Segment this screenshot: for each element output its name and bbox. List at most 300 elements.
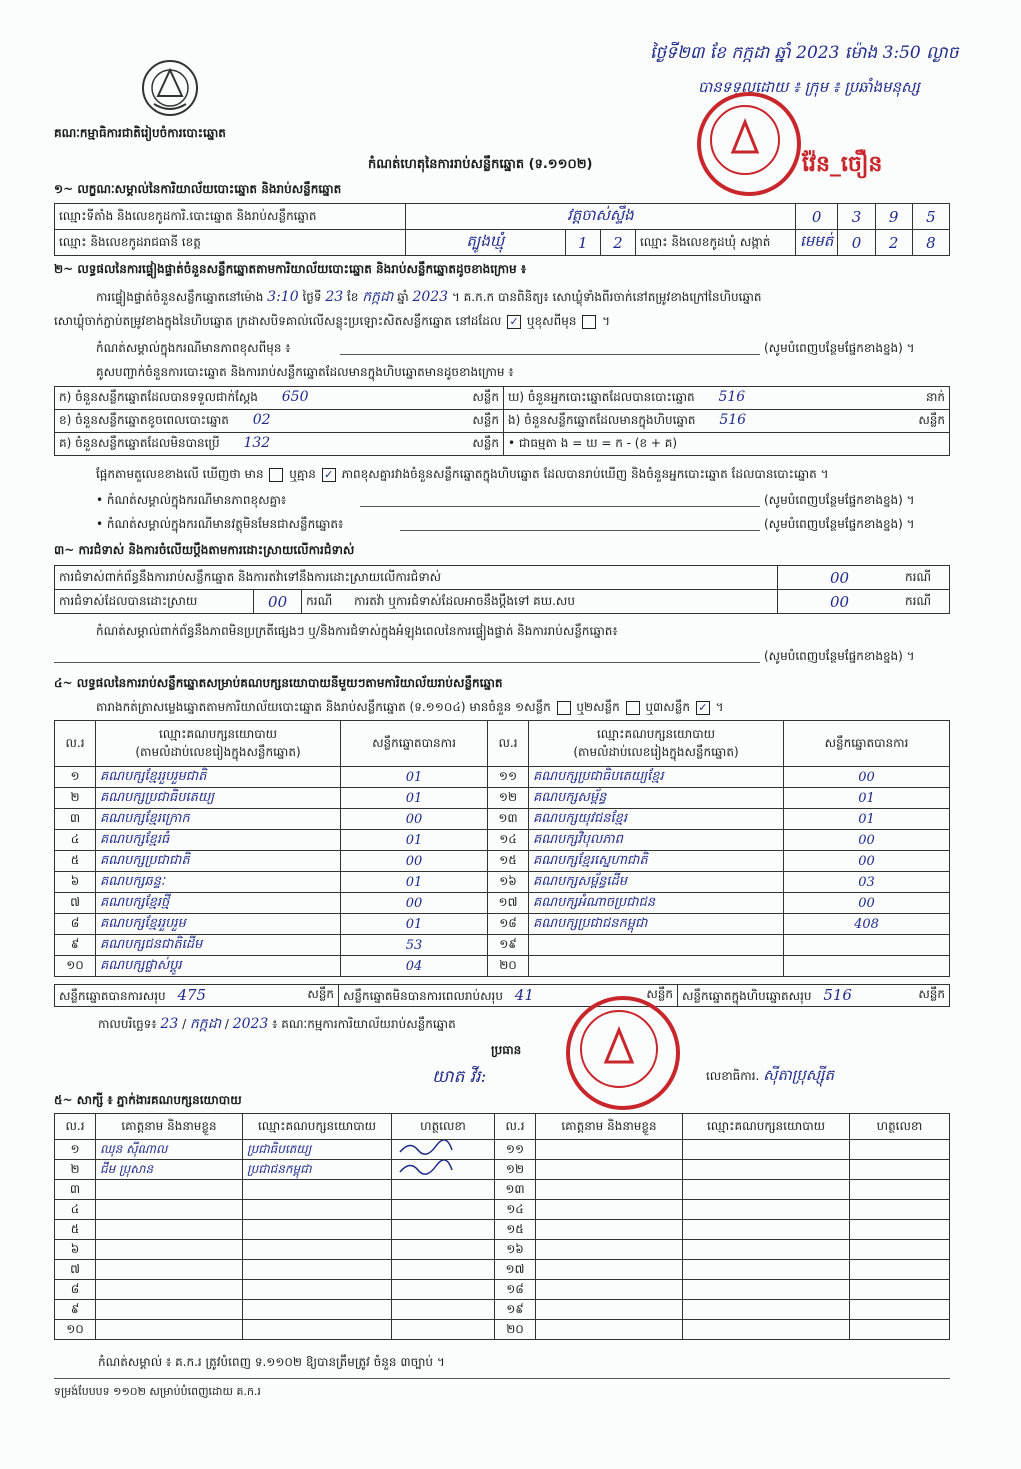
witness-row-name [536,1240,683,1260]
party-row-name: គណបក្សវិបុលភាព [529,830,784,851]
witness-row-party [243,1200,392,1220]
col-no-left: ល.រ [55,721,96,767]
objection-r1-value: 00 [778,566,902,590]
party-row-name: គណបក្សប្រជាជនកម្ពុជា [529,914,784,935]
objection-r1-unit: ករណី [901,566,950,590]
intro-c: ឬ៣សន្លឹក [645,700,690,714]
secretary-signature: ស៊ីតាប្រុស្ស៊ីត [763,1066,834,1084]
party-row-votes [784,935,950,956]
total-invalid-unit: សន្លឹក [646,986,673,1001]
party-row-no: ៧ [55,893,96,914]
witness-row-name [536,1220,683,1240]
w-col-name-right: គោត្តនាម និងនាមខ្លួន [536,1114,683,1140]
table-row [55,1140,950,1160]
witness-row-party: ប្រជាជនកម្ពុជា [243,1160,392,1180]
para2-text: សោឃ្លុំចាក់ភ្ជាប់តម្រូវខាងក្នុងនៃហិបឆ្នោត ក្រដាសបិទគាល់លើសន្លុះប្រឡោះសិតសន្លឹកឆ្នោត នៅដដែល [54,314,502,328]
witness-row-no: ១៧ [495,1260,536,1280]
party-row-no: ១៤ [488,830,529,851]
party-row-votes: 408 [784,914,950,935]
col-votes-right: សន្លឹកឆ្នោតបានការ [784,721,950,767]
party-row-votes: 01 [341,830,488,851]
witness-row-sign [392,1260,495,1280]
witness-row-no: ១ [55,1140,96,1160]
party-row-no: ២ [55,788,96,809]
col-party-a: ឈ្មោះគណបក្សនយោបាយ [158,726,278,741]
party-row-name: គណបក្សខ្មែរស្នេហាជាតិ [529,851,784,872]
party-row-name: គណបក្សខ្មែររួបរួមជាតិ [96,767,341,788]
party-row-name: គណបក្សយុវជនខ្មែរ [529,809,784,830]
col-party-left [96,721,341,767]
witness-row-name [536,1260,683,1280]
province-label: ឈ្មោះ និងលេខកូដរាជធានី ខេត្ត [55,230,406,256]
kha-value: 02 [252,412,271,428]
witness-row-name [96,1240,243,1260]
witness-row-party [683,1220,850,1240]
total-invalid: 41 [514,985,534,1004]
witness-row-name [96,1280,243,1300]
para1-text-d: ឆ្នាំ [397,290,409,304]
party-row-no: ៩ [55,935,96,956]
table-row [55,893,950,914]
witness-row-no: ៩ [55,1300,96,1320]
witness-row-sign [392,1180,495,1200]
section5-note: កំណត់សម្គាល់ ៖ គ.ក.រ ត្រូវបំពេញ ទ.១១០២ ឱ្យបានត្រឹមត្រូវ ចំនួន ៣ច្បាប់ ។ [98,1355,445,1369]
witness-row-sign [850,1200,950,1220]
province-code-1: 1 [565,230,600,256]
w-col-party-right: ឈ្មោះគណបក្សនយោបាយ [683,1114,850,1140]
section4-heading: ៤~ លទ្ធផលនៃការរាប់សន្លឹកឆ្នោតសម្រាប់គណបក្សនយោបាយនីមួយៗតាមការិយាល័យរាប់សន្លឹកឆ្នោត [54,676,503,690]
party-row-votes: 01 [341,872,488,893]
table-row [55,956,950,977]
witness-row-sign [392,1220,495,1240]
objection-r1-label: ការជំទាស់ពាក់ព័ន្ធនឹងការរាប់សន្លឹកឆ្នោត និងការតវ៉ាទៅនឹងការដោះស្រាយលើការជំទាស់ [55,566,778,590]
note-prev: កំណត់សម្គាល់ក្នុងករណីមានភាពខុសពីមុន ៖ [96,341,291,355]
party-row-no: ២០ [488,956,529,977]
ka-label: ក) ចំនួនសន្លឹកឆ្នោតដែលបានទទួលជាក់ស្ដែង [59,390,258,404]
w-col-sign-left: ហត្ថលេខា [392,1114,495,1140]
table-row [55,1160,950,1180]
section3-line [54,662,760,663]
w-col-no-left: ល.រ [55,1114,96,1140]
witness-row-sign [392,1320,495,1340]
objection-r2-value: 00 [254,590,302,614]
party-row-name: គណបក្សខ្មែររួបរួម [96,914,341,935]
party-row-no: ១២ [488,788,529,809]
party-row-no: ៦ [55,872,96,893]
commune-code-1: 0 [838,230,875,256]
party-results-table [54,720,950,977]
sheet2-checkbox[interactable] [626,701,640,715]
party-row-votes: 01 [341,914,488,935]
sheet1-checkbox[interactable] [557,701,571,715]
witness-row-name: ជីម ប្រុសាន [96,1160,243,1180]
witness-row-party [683,1160,850,1180]
witness-row-party [243,1240,392,1260]
witness-row-name [96,1320,243,1340]
party-row-name [529,935,784,956]
kha-unit: សន្លឹក [472,413,499,427]
para1-day: 23 [325,289,344,305]
party-row-name: គណបក្សសម្ព័ន្ធ [529,788,784,809]
party-row-name: គណបក្សឆន្ទៈ [96,872,341,893]
party-row-name: គណបក្សខ្មែរក្រោក [96,809,341,830]
witness-row-sign [850,1240,950,1260]
fill-hint-2: (សូមបំពេញបន្ថែមផ្នែកខាងខ្នង) ។ [764,493,915,507]
party-row-no: ១៣ [488,809,529,830]
party-row-no: ១១ [488,767,529,788]
objection-r2b-unit: ករណី [901,590,950,614]
witness-row-no: ៣ [55,1180,96,1200]
witness-row-sign [392,1280,495,1300]
witness-row-no: ៨ [55,1280,96,1300]
footer-rule [54,1378,950,1379]
sheet3-checkbox[interactable]: ✓ [696,701,710,715]
president-label: ប្រធាន [491,1043,522,1057]
col-votes-left: សន្លឹកឆ្នោតបានការ [341,721,488,767]
witness-row-sign [850,1260,950,1280]
witness-row-no: ១៥ [495,1220,536,1240]
witness-row-no: ១១ [495,1140,536,1160]
witness-row-name [96,1220,243,1240]
witness-row-sign [850,1180,950,1200]
location-label: ឈ្មោះទីតាំង និងលេខកូដការិ.បោះឆ្នោត និងរាប់សន្លឹកឆ្នោត [55,204,406,230]
total-invalid-label: សន្លឹកឆ្នោតមិនបានការពេលរាប់សរុប [343,988,503,1003]
witness-row-sign [850,1220,950,1240]
section3-note: កំណត់សម្គាល់ពាក់ព័ន្ធនឹងភាពមិនប្រក្រតីផ្សេងៗ ឬ/និងការជំទាស់ក្នុងអំឡុងពេលនៃការផ្ទៀងផ្ទាត់ និងការរាប់សន្លឹកឆ្នោត៖ [96,624,618,638]
total-box-unit: សន្លឹក [918,986,945,1001]
date-label: កាលបរិច្ឆេទ៖ [98,1017,157,1031]
w-col-sign-right: ហត្ថលេខា [850,1114,950,1140]
section4-intro: តារាងកត់ត្រាសម្លេងឆ្នោតតាមការិយាល័យបោះឆ្នោត និងរាប់សន្លឹកឆ្នោត (ទ.១១០៤) មានចំនួន ១សន្លឹក ឬ២សន្លឹក ឬ៣សន្លឹក ✓ ។ [96,700,724,714]
para1-text-e: ។ គ.ក.ក បានពិនិត្យ៖ សោឃ្លុំទាំងពីរចាក់នៅតម្រូវខាងក្រៅនៃហិបឆ្នោត [451,290,762,304]
witness-row-name [96,1300,243,1320]
ngo-value: 516 [718,389,746,405]
date-line: កាលបរិច្ឆេទ៖ 23 / កក្កដា / 2023 ៖ គណៈកម្មការការិយាល័យរាប់សន្លឹកឆ្នោត [98,1016,456,1032]
witness-row-no: ២ [55,1160,96,1180]
table-row [55,1240,950,1260]
witness-row-sign [850,1280,950,1300]
table-row [55,809,950,830]
witness-row-party [243,1280,392,1300]
party-row-name: គណបក្សអំណាចប្រជាជន [529,893,784,914]
ko-unit: សន្លឹក [472,436,499,450]
col-no-right: ល.រ [488,721,529,767]
intro-a: តារាងកត់ត្រាសម្លេងឆ្នោតតាមការិយាល័យបោះឆ្នោត និងរាប់សន្លឹកឆ្នោត (ទ.១១០៤) មានចំនួន ១សន្លឹក [96,700,551,714]
party-row-name: គណបក្សប្រជាធិបតេយ្យ [96,788,341,809]
president-signature: យាត វីរ: [432,1067,487,1087]
witness-row-no: ១៤ [495,1200,536,1220]
witness-row-no: ១០ [55,1320,96,1340]
witness-row-no: ១៨ [495,1280,536,1300]
location-code-1: 0 [795,204,838,230]
witness-row-name [536,1280,683,1300]
witness-row-sign [392,1140,495,1160]
witness-row-party [683,1180,850,1200]
compare-line [96,466,829,484]
total-box-label: សន្លឹកឆ្នោតក្នុងហិបឆ្នោតសរុប [682,988,812,1003]
stamp-signature: វ៉ែន_ចឿន [802,152,883,177]
ko-value: 132 [243,435,271,451]
ng-unit: សន្លឹក [918,413,945,427]
para1-text-b: ថ្ងៃទី [302,290,322,304]
party-row-name: គណបក្សប្រជាជាតិ [96,851,341,872]
no-diff-checkbox[interactable]: ✓ [322,468,336,482]
para1-time: 3:10 [267,289,299,305]
committee-stamp-icon [566,996,680,1110]
totals-table [54,984,950,1007]
objection-r2-label: ការជំទាស់ដែលបានដោះស្រាយ [55,590,254,614]
party-row-name: គណបក្សខ្មែរថ្មី [96,893,341,914]
ngo-label: ឃ) ចំនួនអ្នកបោះឆ្នោតដែលបានបោះឆ្នោត [508,390,695,404]
party-row-name: គណបក្សប្រជាធិបតេយ្យខ្មែរ [529,767,784,788]
date-day: 23 [160,1016,179,1032]
para1-text-c: ខែ [346,290,359,304]
ko-label: គ) ចំនួនសន្លឹកឆ្នោតដែលមិនបានប្រើ [59,436,220,450]
compare-c: ភាពខុសគ្នារវាងចំនួនសន្លឹកឆ្នោតក្នុងហិបឆ្នោត ដែលបានរាប់ឃើញ និងចំនួនអ្នកបោះឆ្នោត ដែលបានបោះឆ្នោត ។ [341,467,829,481]
col-party-b-r: (តាមលំដាប់លេខរៀងក្នុងសន្លឹកឆ្នោត) [573,744,739,759]
form-title: កំណត់ហេតុនៃការរាប់សន្លឹកឆ្នោត (ទ.១១០២) [368,157,593,172]
witness-row-party [683,1320,850,1340]
secretary-line [706,1066,834,1088]
w-col-no-right: ល.រ [495,1114,536,1140]
ng-value: 516 [719,412,747,428]
witness-row-sign [392,1160,495,1180]
section2-para2: សោឃ្លុំចាក់ភ្ជាប់តម្រូវខាងក្នុងនៃហិបឆ្នោត ក្រដាសបិទគាល់លើសន្លុះប្រឡោះសិតសន្លឹកឆ្នោត នៅដដែល ✓ ឬខុសពីមុន ។ [54,314,610,328]
party-row-votes: 03 [784,872,950,893]
party-row-votes: 00 [784,830,950,851]
fill-hint-4: (សូមបំពេញបន្ថែមផ្នែកខាងខ្នង) ។ [764,649,915,663]
unchanged-checkbox[interactable]: ✓ [507,315,521,329]
witness-row-name [536,1200,683,1220]
party-row-no: ៥ [55,851,96,872]
fill-hint-3: (សូមបំពេញបន្ថែមផ្នែកខាងខ្នង) ។ [764,517,915,531]
witness-row-party [683,1300,850,1320]
party-row-no: ១០ [55,956,96,977]
party-row-votes: 00 [784,767,950,788]
witness-row-sign [392,1240,495,1260]
footer-text: ទម្រង់បែបបទ ១១០២ សម្រាប់បំពេញដោយ គ.ក.រ [54,1385,261,1398]
section1-table [54,203,950,256]
party-row-no: ៨ [55,914,96,935]
org-name: គណៈកម្មាធិការជាតិរៀបចំការបោះឆ្នោត [54,126,226,140]
witness-row-party [683,1260,850,1280]
date-year: 2023 [232,1016,269,1032]
witness-row-no: ១៦ [495,1240,536,1260]
witness-row-party [243,1320,392,1340]
witness-row-name [536,1320,683,1340]
table-row [55,788,950,809]
party-row-votes: 01 [341,788,488,809]
table-row [55,851,950,872]
province-code-2: 2 [600,230,635,256]
party-row-no: ៤ [55,830,96,851]
objection-r2-unit: ករណី [306,593,333,608]
para1-text-a: ការផ្ទៀងផ្ទាត់ចំនួនសន្លឹកឆ្នោតនៅម៉ោង [96,290,264,304]
nec-emblem-icon [138,56,202,120]
bullet2: • កំណត់សម្គាល់ក្នុងករណីមានវត្ថុមិនមែនជាសន្លឹកឆ្នោត៖ [96,517,344,531]
witness-row-no: ៤ [55,1200,96,1220]
section2-heading: ២~ លទ្ធផលនៃការផ្ទៀងផ្ទាត់ចំនួនសន្លឹកឆ្នោតតាមការិយាល័យបោះឆ្នោត និងរាប់សន្លឹកឆ្នោតដូចខាងក្រោម ៖ [54,262,527,276]
table-row [55,872,950,893]
party-row-name: គណបក្សជនជាតិដើម [96,935,341,956]
compare-a: ផ្អែកតាមតួលេខខាងលើ ឃើញថា មាន [96,467,264,481]
ngo-unit: នាក់ [925,390,945,404]
section1-heading: ១~ លក្ខណៈសម្គាល់នៃការិយាល័យបោះឆ្នោត និងរាប់សន្លឹកឆ្នោត [54,182,342,196]
ballot-count-table [54,386,950,456]
table-row [55,1220,950,1240]
party-row-votes: 04 [341,956,488,977]
ka-unit: សន្លឹក [472,390,499,404]
col-party-a-r: ឈ្មោះគណបក្សនយោបាយ [596,726,716,741]
w-col-name-left: គោត្តនាម និងនាមខ្លួន [96,1114,243,1140]
table-row [55,914,950,935]
witness-row-name [96,1200,243,1220]
formula: • ជាធម្មតា ង = ឃ = ក - (ខ + គ) [504,433,950,456]
witness-row-name [96,1180,243,1200]
party-row-no: ៣ [55,809,96,830]
party-row-no: ១៩ [488,935,529,956]
intro-b: ឬ២សន្លឹក [576,700,620,714]
party-row-votes: 01 [784,809,950,830]
official-stamp-icon [697,92,801,196]
date-month: កក្កដា [189,1016,222,1032]
commune-code-2: 2 [875,230,912,256]
table-row [55,935,950,956]
witness-row-no: ៧ [55,1260,96,1280]
witness-row-sign [850,1300,950,1320]
witness-row-no: ១២ [495,1160,536,1180]
location-code-4: 5 [912,204,949,230]
objection-r2b-text: ការតវ៉ា ឬការជំទាស់ដែលអាចនឹងប្ដឹងទៅ គឃ.សប [354,593,575,608]
party-row-name [529,956,784,977]
witness-row-party [683,1140,850,1160]
witness-row-sign [392,1300,495,1320]
kha-label: ខ) ចំនួនសន្លឹកឆ្នោតខូចពេលបោះឆ្នោត [59,413,229,427]
total-valid: 475 [177,985,207,1004]
compare-b: ឬគ្មាន [289,467,316,481]
party-row-no: ១៧ [488,893,529,914]
committee-label: ៖ គណៈកម្មការការិយាល័យរាប់សន្លឹកឆ្នោត [272,1017,456,1031]
witness-row-no: ១៩ [495,1300,536,1320]
table-row [55,1280,950,1300]
party-row-votes: 00 [784,851,950,872]
province-value: ត្បូងឃ្មុំ [405,230,565,256]
changed-checkbox[interactable] [582,315,596,329]
witness-row-name [536,1140,683,1160]
objection-r2b-label [302,590,778,614]
open-line: គូសបញ្ជាក់ចំនួនការបោះឆ្នោត និងការរាប់សន្លឹកឆ្នោតដែលមានក្នុងហិបឆ្នោតមានដូចខាងក្រោម ៖ [96,365,514,379]
section5-heading: ៥~ សាក្សី ៖ ភ្នាក់ងារគណបក្សនយោបាយ [54,1093,242,1107]
party-row-votes: 00 [341,851,488,872]
witness-table [54,1113,950,1340]
has-diff-checkbox[interactable] [269,468,283,482]
witness-row-party [243,1260,392,1280]
witness-row-party [243,1300,392,1320]
party-row-no: ១៦ [488,872,529,893]
table-row [55,830,950,851]
table-row [55,1180,950,1200]
col-party-right [529,721,784,767]
witness-row-no: ៥ [55,1220,96,1240]
party-row-no: ១៨ [488,914,529,935]
para2-or: ឬខុសពីមុន [526,314,577,328]
signature-icon [396,1160,456,1176]
section3-heading: ៣~ ការជំទាស់ និងការចំលើយប្ដឹងតាមការដោះស្រាយលើការជំទាស់ [54,543,355,557]
party-row-votes: 53 [341,935,488,956]
commune-value: មេមត់ [795,230,838,256]
witness-row-sign [850,1140,950,1160]
ng-label: ង) ចំនួនសន្លឹកឆ្នោតដែលមានក្នុងហិបឆ្នោត [508,413,696,427]
total-valid-label: សន្លឹកឆ្នោតបានការសរុប [59,988,166,1003]
party-row-no: ១ [55,767,96,788]
section2-para1 [96,287,956,308]
bullet2-line [400,530,760,531]
witness-row-name [536,1300,683,1320]
signature-icon [396,1140,456,1156]
party-row-votes: 00 [784,893,950,914]
table-row [55,1320,950,1340]
note-prev-line [340,354,760,355]
fill-hint-1: (សូមបំពេញបន្ថែមផ្នែកខាងខ្នង) ។ [764,341,915,355]
location-code-3: 9 [875,204,912,230]
table-row [55,1260,950,1280]
receipt-note-2: បានទទួលដោយ ៖ ក្រុម ៖ ប្រឆាំងមនុស្ស [698,78,920,96]
witness-row-party [683,1280,850,1300]
location-code-2: 3 [838,204,875,230]
receipt-note-1: ថ្ងៃទី២៣ ខែ កក្កដា ឆ្នាំ 2023 ម៉ោង 3:50 ល្ងាច [650,43,959,63]
party-row-name: គណបក្សខ្មែរធំ [96,830,341,851]
witness-row-sign [850,1320,950,1340]
table-row [55,1300,950,1320]
col-party-b: (តាមលំដាប់លេខរៀងក្នុងសន្លឹកឆ្នោត) [135,744,301,759]
witness-row-name [536,1160,683,1180]
ka-value: 650 [281,389,309,405]
witness-row-name [536,1180,683,1200]
witness-row-party [683,1240,850,1260]
party-row-votes: 00 [341,893,488,914]
witness-row-no: ១៣ [495,1180,536,1200]
secretary-label: លេខាធិការ. [706,1069,760,1083]
party-row-no: ១៥ [488,851,529,872]
bullet1-line [360,506,760,507]
witness-row-sign [850,1160,950,1180]
commune-code-3: 8 [912,230,949,256]
party-row-votes: 01 [784,788,950,809]
para1-year: 2023 [412,289,449,305]
party-row-votes [784,956,950,977]
total-valid-unit: សន្លឹក [307,986,334,1001]
w-col-party-left: ឈ្មោះគណបក្សនយោបាយ [243,1114,392,1140]
witness-row-party [243,1220,392,1240]
total-box: 516 [823,985,852,1004]
party-row-votes: 00 [341,809,488,830]
witness-row-sign [392,1200,495,1220]
witness-row-no: ៦ [55,1240,96,1260]
commune-label: ឈ្មោះ និងលេខកូដឃុំ សង្កាត់ [636,230,796,256]
bullet1: • កំណត់សម្គាល់ក្នុងករណីមានភាពខុសគ្នា៖ [96,493,287,507]
witness-row-party [243,1180,392,1200]
witness-row-name [96,1260,243,1280]
para1-month: កក្កដា [362,289,394,305]
witness-row-party: ប្រជាធិបតេយ្យ [243,1140,392,1160]
party-row-votes: 01 [341,767,488,788]
objection-table [54,565,950,614]
party-row-name: គណបក្សសម្ព័ន្ធដើម [529,872,784,893]
table-row [55,1200,950,1220]
witness-row-no: ២០ [495,1320,536,1340]
witness-row-name: ឈុន ស៊ីណាល [96,1140,243,1160]
witness-row-party [683,1200,850,1220]
